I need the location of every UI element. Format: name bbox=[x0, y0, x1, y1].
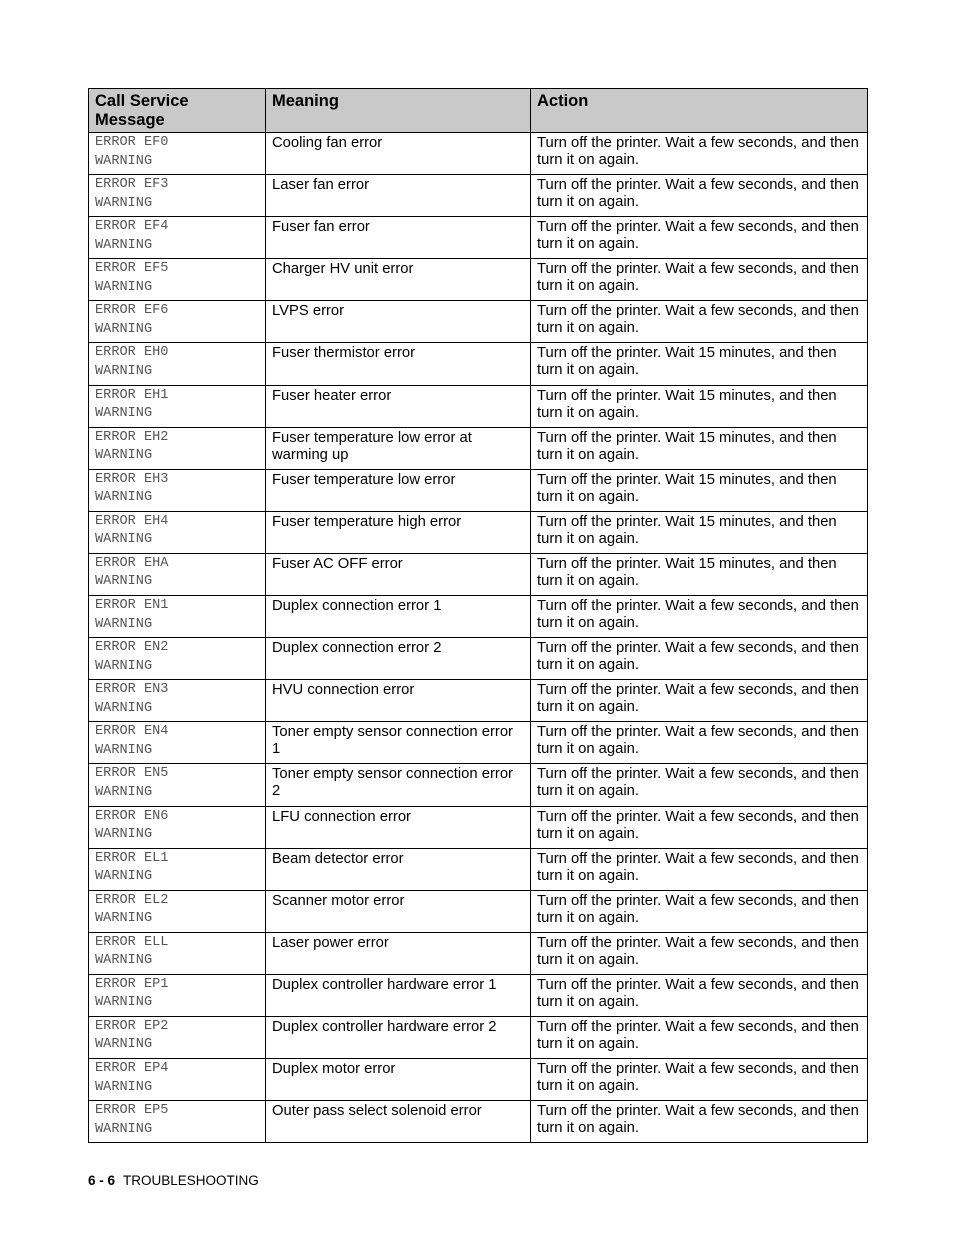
meaning-cell: Duplex controller hardware error 1 bbox=[266, 974, 531, 1016]
meaning-cell: LVPS error bbox=[266, 301, 531, 343]
error-code-cell: ERROR EN5 WARNING bbox=[89, 764, 266, 806]
action-cell: Turn off the printer. Wait a few seconds, and then turn it on again. bbox=[531, 680, 868, 722]
action-cell: Turn off the printer. Wait 15 minutes, and then turn it on again. bbox=[531, 343, 868, 385]
meaning-cell: Outer pass select solenoid error bbox=[266, 1101, 531, 1143]
meaning-cell: Duplex motor error bbox=[266, 1059, 531, 1101]
action-cell: Turn off the printer. Wait a few seconds, and then turn it on again. bbox=[531, 217, 868, 259]
error-code-cell: ERROR EF4 WARNING bbox=[89, 217, 266, 259]
error-code-cell: ERROR ELL WARNING bbox=[89, 932, 266, 974]
error-code-cell: ERROR EP5 WARNING bbox=[89, 1101, 266, 1143]
table-row bbox=[89, 974, 868, 1016]
table-row bbox=[89, 932, 868, 974]
action-cell: Turn off the printer. Wait 15 minutes, and then turn it on again. bbox=[531, 511, 868, 553]
meaning-cell: Fuser temperature high error bbox=[266, 511, 531, 553]
meaning-cell: Duplex connection error 2 bbox=[266, 638, 531, 680]
meaning-cell: Laser fan error bbox=[266, 175, 531, 217]
action-cell: Turn off the printer. Wait 15 minutes, and then turn it on again. bbox=[531, 553, 868, 595]
error-code-cell: ERROR EH1 WARNING bbox=[89, 385, 266, 427]
meaning-cell: Fuser temperature low error at warming up bbox=[266, 427, 531, 469]
header-call-service-message bbox=[89, 89, 266, 133]
error-code-cell: ERROR EH0 WARNING bbox=[89, 343, 266, 385]
meaning-cell: Cooling fan error bbox=[266, 133, 531, 175]
table-row bbox=[89, 427, 868, 469]
action-cell: Turn off the printer. Wait a few seconds, and then turn it on again. bbox=[531, 259, 868, 301]
table-row bbox=[89, 553, 868, 595]
meaning-cell: Toner empty sensor connection error 1 bbox=[266, 722, 531, 764]
table-row bbox=[89, 596, 868, 638]
action-cell: Turn off the printer. Wait a few seconds, and then turn it on again. bbox=[531, 932, 868, 974]
table-row bbox=[89, 1016, 868, 1058]
table-row bbox=[89, 680, 868, 722]
table-row bbox=[89, 175, 868, 217]
table-row bbox=[89, 259, 868, 301]
meaning-cell: Charger HV unit error bbox=[266, 259, 531, 301]
meaning-cell: Fuser heater error bbox=[266, 385, 531, 427]
section-title: TROUBLESHOOTING bbox=[123, 1173, 259, 1188]
meaning-cell: Duplex connection error 1 bbox=[266, 596, 531, 638]
table-row bbox=[89, 217, 868, 259]
action-cell: Turn off the printer. Wait a few seconds, and then turn it on again. bbox=[531, 301, 868, 343]
error-code-cell: ERROR EL1 WARNING bbox=[89, 848, 266, 890]
meaning-cell: Duplex controller hardware error 2 bbox=[266, 1016, 531, 1058]
table-row bbox=[89, 764, 868, 806]
action-cell: Turn off the printer. Wait a few seconds, and then turn it on again. bbox=[531, 1059, 868, 1101]
error-code-cell: ERROR EN1 WARNING bbox=[89, 596, 266, 638]
meaning-cell: LFU connection error bbox=[266, 806, 531, 848]
table-row bbox=[89, 385, 868, 427]
meaning-cell: Toner empty sensor connection error 2 bbox=[266, 764, 531, 806]
action-cell: Turn off the printer. Wait a few seconds, and then turn it on again. bbox=[531, 133, 868, 175]
error-code-cell: ERROR EH3 WARNING bbox=[89, 469, 266, 511]
meaning-cell: Laser power error bbox=[266, 932, 531, 974]
error-code-cell: ERROR EN4 WARNING bbox=[89, 722, 266, 764]
table-row bbox=[89, 469, 868, 511]
error-code-cell: ERROR EN3 WARNING bbox=[89, 680, 266, 722]
action-cell: Turn off the printer. Wait a few seconds, and then turn it on again. bbox=[531, 175, 868, 217]
table-header-row bbox=[89, 89, 868, 133]
table-body bbox=[89, 133, 868, 1143]
error-code-cell: ERROR EN6 WARNING bbox=[89, 806, 266, 848]
error-code-cell: ERROR EF6 WARNING bbox=[89, 301, 266, 343]
error-code-cell: ERROR EP2 WARNING bbox=[89, 1016, 266, 1058]
table-row bbox=[89, 133, 868, 175]
action-cell: Turn off the printer. Wait a few seconds, and then turn it on again. bbox=[531, 764, 868, 806]
error-code-cell: ERROR EHA WARNING bbox=[89, 553, 266, 595]
error-code-cell: ERROR EP1 WARNING bbox=[89, 974, 266, 1016]
table-row bbox=[89, 301, 868, 343]
action-cell: Turn off the printer. Wait a few seconds, and then turn it on again. bbox=[531, 806, 868, 848]
meaning-cell: Fuser temperature low error bbox=[266, 469, 531, 511]
action-cell: Turn off the printer. Wait a few seconds, and then turn it on again. bbox=[531, 722, 868, 764]
table-row bbox=[89, 806, 868, 848]
meaning-cell: Fuser thermistor error bbox=[266, 343, 531, 385]
action-cell: Turn off the printer. Wait 15 minutes, and then turn it on again. bbox=[531, 469, 868, 511]
action-cell: Turn off the printer. Wait a few seconds, and then turn it on again. bbox=[531, 890, 868, 932]
error-code-cell: ERROR EH4 WARNING bbox=[89, 511, 266, 553]
action-cell: Turn off the printer. Wait 15 minutes, and then turn it on again. bbox=[531, 427, 868, 469]
meaning-cell: Scanner motor error bbox=[266, 890, 531, 932]
header-call-service-line-2: Message bbox=[95, 111, 165, 129]
error-code-cell: ERROR EF5 WARNING bbox=[89, 259, 266, 301]
meaning-cell: Fuser AC OFF error bbox=[266, 553, 531, 595]
page-footer bbox=[88, 1173, 259, 1189]
table-row bbox=[89, 722, 868, 764]
action-cell: Turn off the printer. Wait a few seconds, and then turn it on again. bbox=[531, 974, 868, 1016]
action-cell: Turn off the printer. Wait a few seconds, and then turn it on again. bbox=[531, 1016, 868, 1058]
error-code-cell: ERROR EF3 WARNING bbox=[89, 175, 266, 217]
header-meaning: Meaning bbox=[266, 89, 531, 133]
error-code-cell: ERROR EH2 WARNING bbox=[89, 427, 266, 469]
header-action: Action bbox=[531, 89, 868, 133]
action-cell: Turn off the printer. Wait 15 minutes, and then turn it on again. bbox=[531, 385, 868, 427]
table-row bbox=[89, 1101, 868, 1143]
table-row bbox=[89, 848, 868, 890]
action-cell: Turn off the printer. Wait a few seconds, and then turn it on again. bbox=[531, 596, 868, 638]
meaning-cell: Fuser fan error bbox=[266, 217, 531, 259]
error-code-cell: ERROR EF0 WARNING bbox=[89, 133, 266, 175]
error-message-table bbox=[88, 88, 868, 1143]
page-number: 6 - 6 bbox=[88, 1173, 116, 1188]
table-row bbox=[89, 1059, 868, 1101]
meaning-cell: Beam detector error bbox=[266, 848, 531, 890]
table-row bbox=[89, 511, 868, 553]
meaning-cell: HVU connection error bbox=[266, 680, 531, 722]
header-call-service-line-1: Call Service bbox=[95, 92, 189, 110]
action-cell: Turn off the printer. Wait a few seconds, and then turn it on again. bbox=[531, 848, 868, 890]
action-cell: Turn off the printer. Wait a few seconds, and then turn it on again. bbox=[531, 1101, 868, 1143]
error-code-cell: ERROR EN2 WARNING bbox=[89, 638, 266, 680]
table-row bbox=[89, 343, 868, 385]
error-code-cell: ERROR EL2 WARNING bbox=[89, 890, 266, 932]
action-cell: Turn off the printer. Wait a few seconds, and then turn it on again. bbox=[531, 638, 868, 680]
table-row bbox=[89, 638, 868, 680]
table-row bbox=[89, 890, 868, 932]
error-code-cell: ERROR EP4 WARNING bbox=[89, 1059, 266, 1101]
